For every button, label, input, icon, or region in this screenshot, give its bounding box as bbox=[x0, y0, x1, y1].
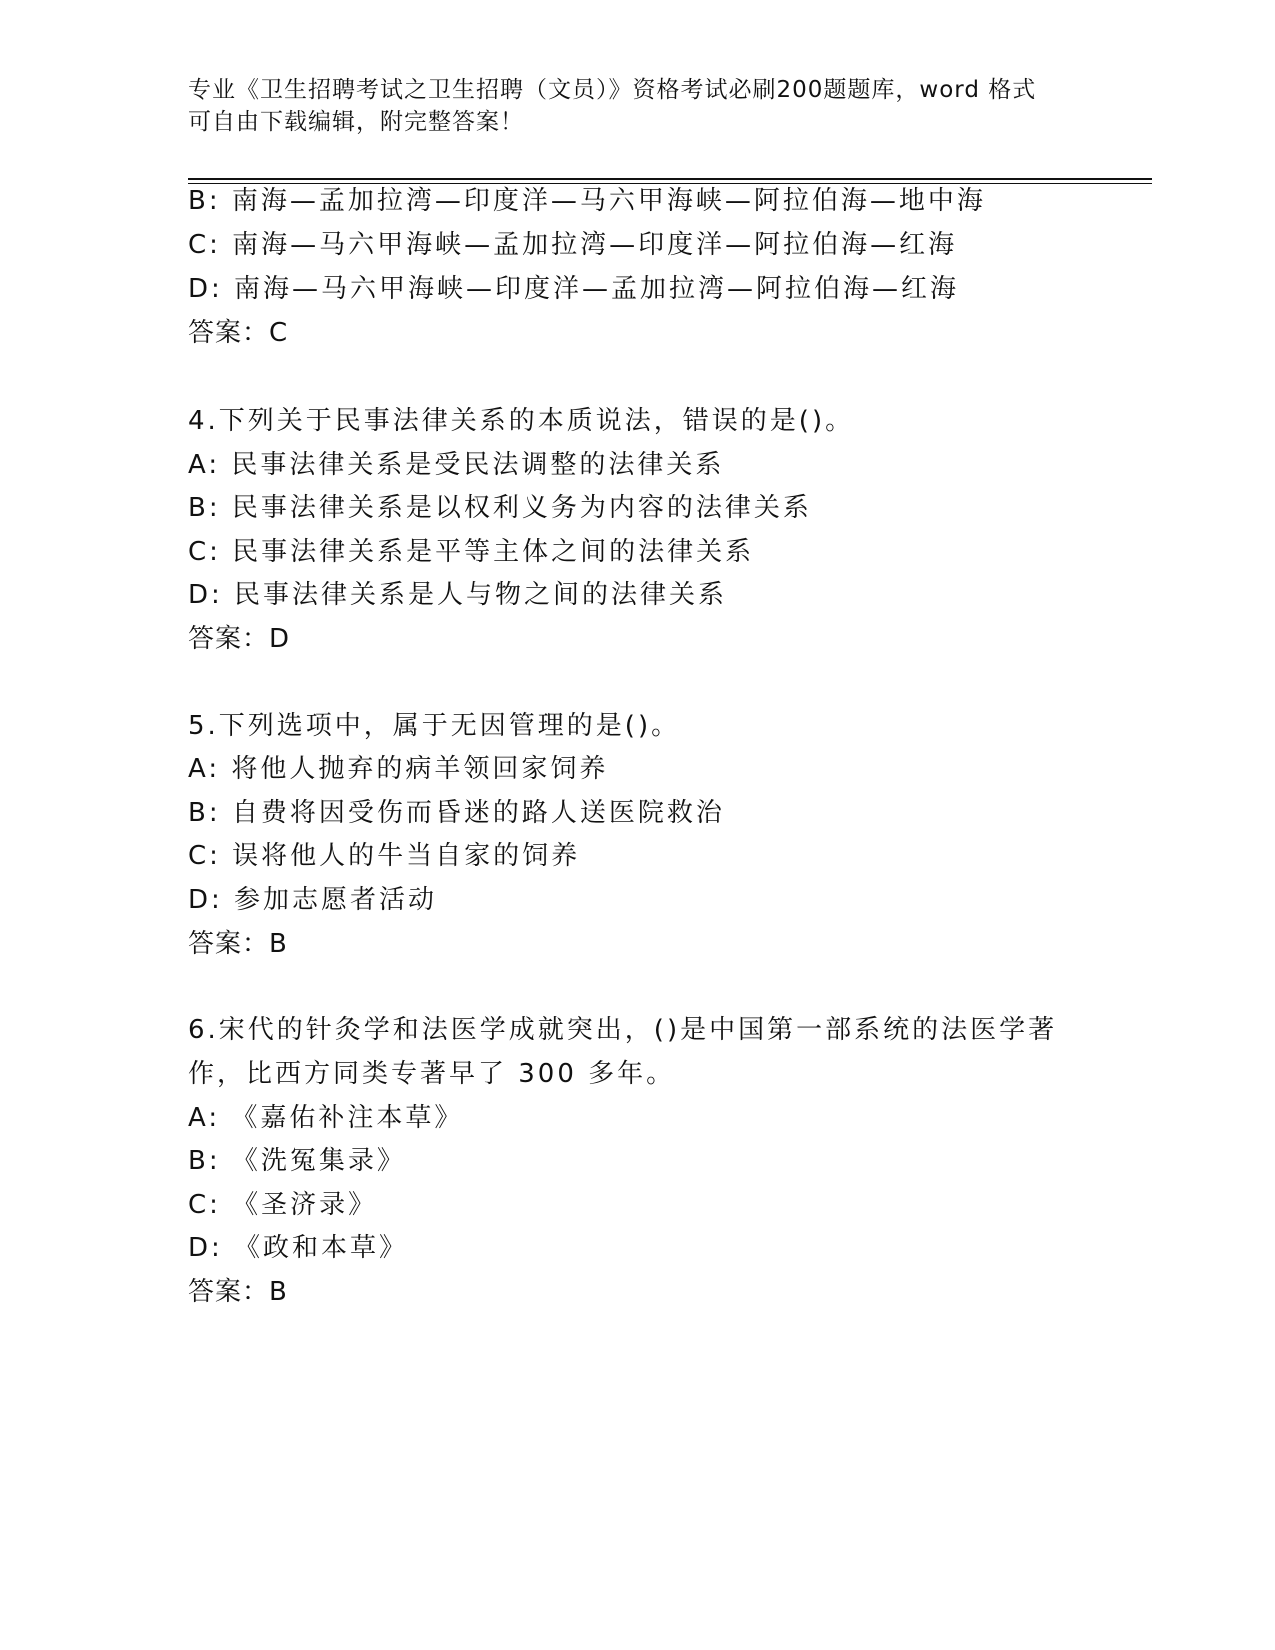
q3-option-d: D: 南海—马六甲海峡—印度洋—孟加拉湾—阿拉伯海—红海 bbox=[188, 274, 960, 304]
header-rule-thick bbox=[188, 178, 1152, 180]
q6-answer: 答案：B bbox=[188, 1277, 288, 1307]
q6-option-d: D: 《政和本草》 bbox=[188, 1233, 409, 1263]
q5-option-b: B: 自费将因受伤而昏迷的路人送医院救治 bbox=[188, 798, 725, 828]
q4-option-c: C: 民事法律关系是平等主体之间的法律关系 bbox=[188, 537, 755, 567]
header-line-2: 可自由下载编辑，附完整答案！ bbox=[188, 109, 524, 135]
header-rule-thin bbox=[188, 183, 1152, 184]
q5-option-c: C: 误将他人的牛当自家的饲养 bbox=[188, 841, 581, 871]
q4-option-d: D: 民事法律关系是人与物之间的法律关系 bbox=[188, 580, 728, 610]
q3-option-c: C: 南海—马六甲海峡—孟加拉湾—印度洋—阿拉伯海—红海 bbox=[188, 230, 958, 260]
q6-option-c: C: 《圣济录》 bbox=[188, 1190, 378, 1220]
q4-option-a: A: 民事法律关系是受民法调整的法律关系 bbox=[188, 450, 725, 480]
q4-answer: 答案：D bbox=[188, 624, 291, 654]
q6-question-line-2: 作，比西方同类专著早了 300 多年。 bbox=[188, 1059, 676, 1089]
q3-option-b: B: 南海—孟加拉湾—印度洋—马六甲海峡—阿拉伯海—地中海 bbox=[188, 186, 986, 216]
q3-answer: 答案：C bbox=[188, 318, 289, 348]
q4-option-b: B: 民事法律关系是以权利义务为内容的法律关系 bbox=[188, 493, 812, 523]
q5-answer: 答案：B bbox=[188, 929, 288, 959]
q6-option-a: A: 《嘉佑补注本草》 bbox=[188, 1103, 464, 1133]
document-header bbox=[188, 74, 1088, 138]
q5-option-a: A: 将他人抛弃的病羊领回家饲养 bbox=[188, 754, 609, 784]
q5-option-d: D: 参加志愿者活动 bbox=[188, 885, 438, 915]
q5-question: 5.下列选项中，属于无因管理的是()。 bbox=[188, 711, 681, 741]
header-line-1: 专业《卫生招聘考试之卫生招聘（文员）》资格考试必刷200题题库，word 格式 bbox=[188, 77, 1037, 103]
q6-question-line-1: 6.宋代的针灸学和法医学成就突出，()是中国第一部系统的法医学著 bbox=[188, 1015, 1058, 1045]
q4-question: 4.下列关于民事法律关系的本质说法，错误的是()。 bbox=[188, 406, 855, 436]
q6-option-b: B: 《洗冤集录》 bbox=[188, 1146, 406, 1176]
